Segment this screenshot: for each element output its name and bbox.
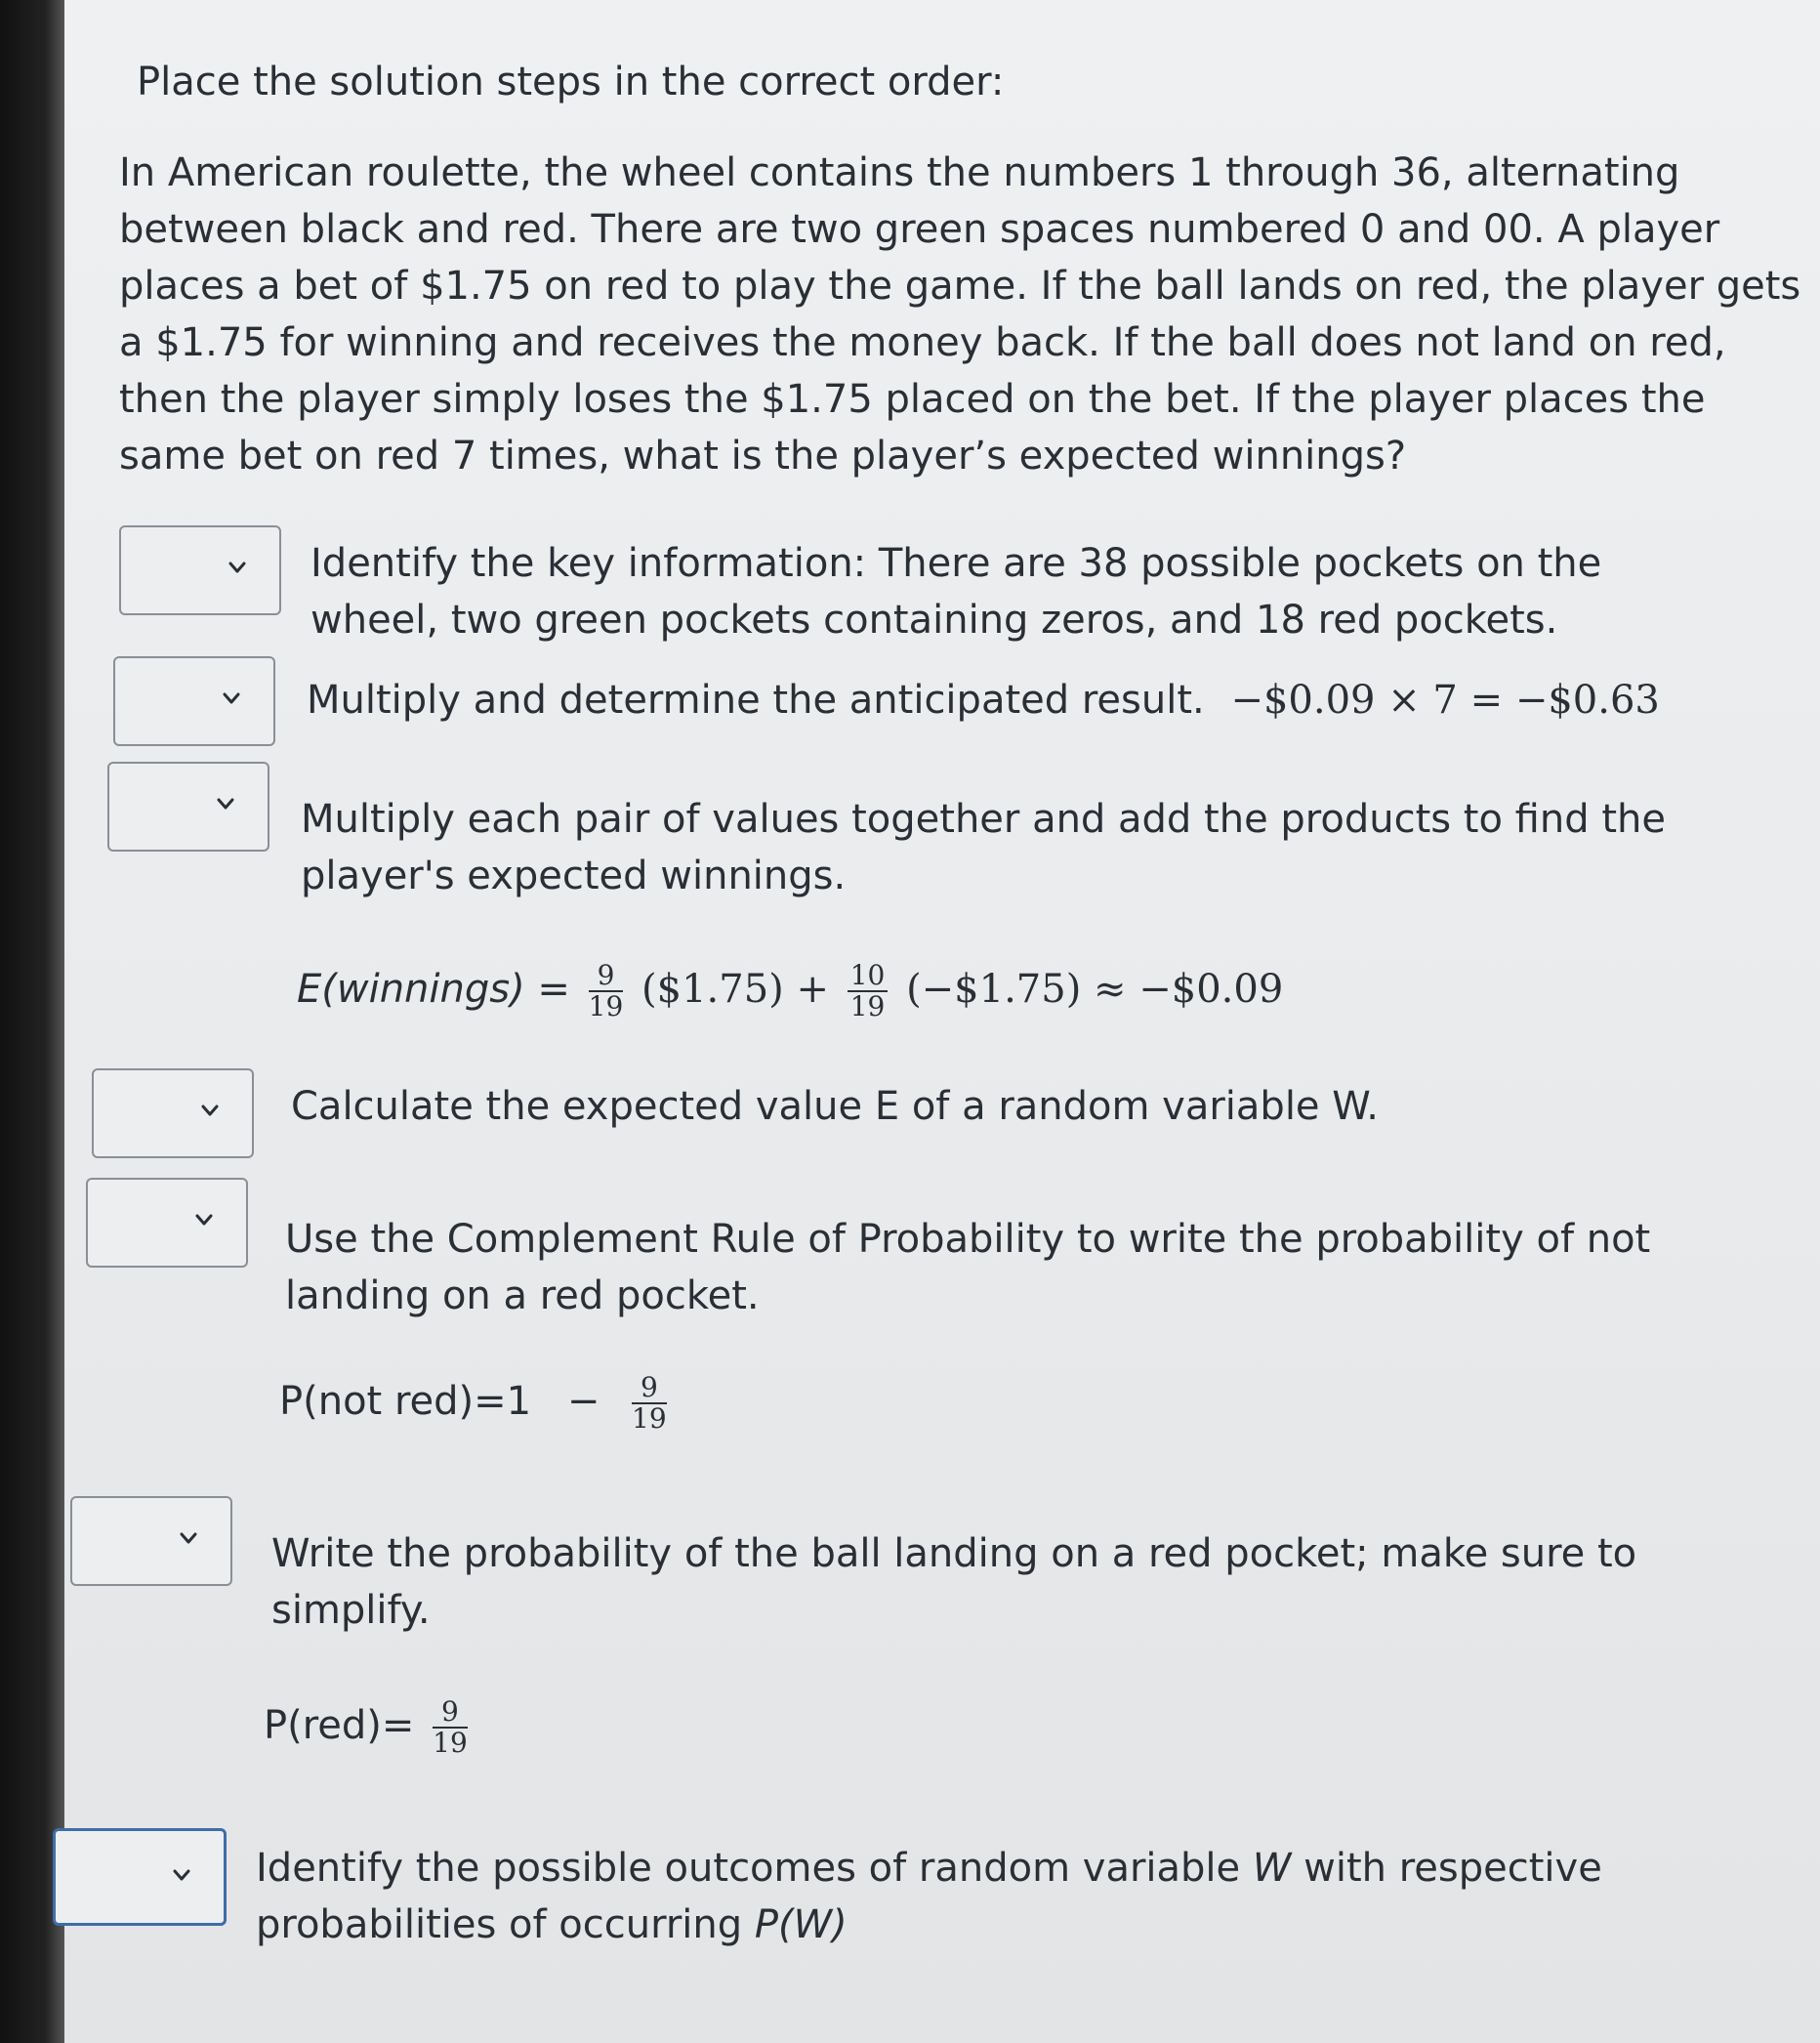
step-line: simplify. bbox=[271, 1588, 431, 1633]
variable-w: W bbox=[1252, 1846, 1292, 1891]
problem-line: places a bet of $1.75 on red to play the game. If the ball lands on red, the player gets bbox=[119, 264, 1801, 309]
step-identify-key-info bbox=[310, 535, 1601, 648]
photo-dark-edge bbox=[0, 0, 64, 2043]
step-multiply-pairs bbox=[301, 791, 1666, 904]
problem-line: a $1.75 for winning and receives the money back. If the ball does not land on red, bbox=[119, 320, 1726, 365]
step-line: Write the probability of the ball landing on a red pocket; make sure to bbox=[271, 1531, 1637, 1576]
problem-line: then the player simply loses the $1.75 placed on the bet. If the player places the bbox=[119, 377, 1706, 422]
formula-term: ($1.75) + bbox=[641, 967, 829, 1012]
order-dropdown-2[interactable] bbox=[113, 656, 275, 746]
formula-term: (−$1.75) ≈ −$0.09 bbox=[906, 967, 1284, 1012]
order-dropdown-3[interactable] bbox=[107, 762, 269, 852]
step-math: −$0.09 × 7 = −$0.63 bbox=[1230, 678, 1660, 723]
fraction: $\frac{9}{19}$ bbox=[433, 1695, 468, 1759]
problem-line: In American roulette, the wheel contains the numbers 1 through 36, alternating bbox=[119, 150, 1680, 195]
order-dropdown-1[interactable] bbox=[119, 525, 281, 615]
step-line: Identify the possible outcomes of random variable W with respective bbox=[256, 1846, 1602, 1891]
step-line: Identify the key information: There are 38 possible pockets on the bbox=[310, 541, 1602, 586]
formula-operator: − bbox=[566, 1379, 600, 1424]
red-formula bbox=[264, 1697, 474, 1758]
step-line: Multiply each pair of values together and add the products to find the bbox=[301, 797, 1666, 842]
step-probability-red bbox=[271, 1525, 1636, 1639]
expected-winnings-formula bbox=[297, 961, 1283, 1022]
step-multiply-result bbox=[307, 672, 1660, 729]
order-dropdown-7[interactable] bbox=[53, 1828, 227, 1926]
order-dropdown-6[interactable] bbox=[70, 1496, 232, 1586]
chevron-down-icon bbox=[221, 688, 242, 709]
chevron-down-icon bbox=[193, 1209, 215, 1230]
formula-lhs: P(not red)=1 bbox=[279, 1379, 532, 1424]
problem-statement bbox=[119, 145, 1800, 484]
fraction: $\frac{10}{19}$ bbox=[848, 961, 889, 1022]
step-line: Calculate the expected value E of a random variable W. bbox=[291, 1084, 1379, 1129]
step-line: Use the Complement Rule of Probability to write the probability of not bbox=[285, 1217, 1651, 1262]
chevron-down-icon bbox=[178, 1527, 199, 1549]
page-title: Place the solution steps in the correct order: bbox=[137, 60, 1005, 104]
chevron-down-icon bbox=[227, 557, 248, 578]
order-dropdown-5[interactable] bbox=[86, 1178, 248, 1268]
problem-line: between black and red. There are two green spaces numbered 0 and 00. A player bbox=[119, 207, 1720, 252]
step-line: wheel, two green pockets containing zeros, and 18 red pockets. bbox=[310, 598, 1558, 643]
step-line: probabilities of occurring P(W) bbox=[256, 1902, 848, 1947]
chevron-down-icon bbox=[215, 793, 236, 814]
formula-lhs: P(red)= bbox=[264, 1703, 415, 1748]
step-line: Multiply and determine the anticipated result. bbox=[307, 678, 1205, 723]
step-line: landing on a red pocket. bbox=[285, 1273, 760, 1318]
not-red-formula bbox=[279, 1373, 673, 1434]
chevron-down-icon bbox=[171, 1864, 192, 1886]
step-calculate-expected bbox=[291, 1078, 1379, 1135]
formula-lhs: E(winnings) = bbox=[297, 967, 570, 1012]
step-line: player's expected winnings. bbox=[301, 854, 847, 898]
step-complement-rule bbox=[285, 1211, 1650, 1324]
variable-pw: P(W) bbox=[754, 1902, 848, 1947]
chevron-down-icon bbox=[199, 1100, 221, 1121]
step-identify-outcomes bbox=[256, 1840, 1602, 1953]
problem-line: same bet on red 7 times, what is the player’s expected winnings? bbox=[119, 434, 1407, 479]
order-dropdown-4[interactable] bbox=[92, 1068, 254, 1158]
fraction: $\frac{9}{19}$ bbox=[588, 959, 624, 1022]
fraction: $\frac{9}{19}$ bbox=[632, 1371, 667, 1435]
